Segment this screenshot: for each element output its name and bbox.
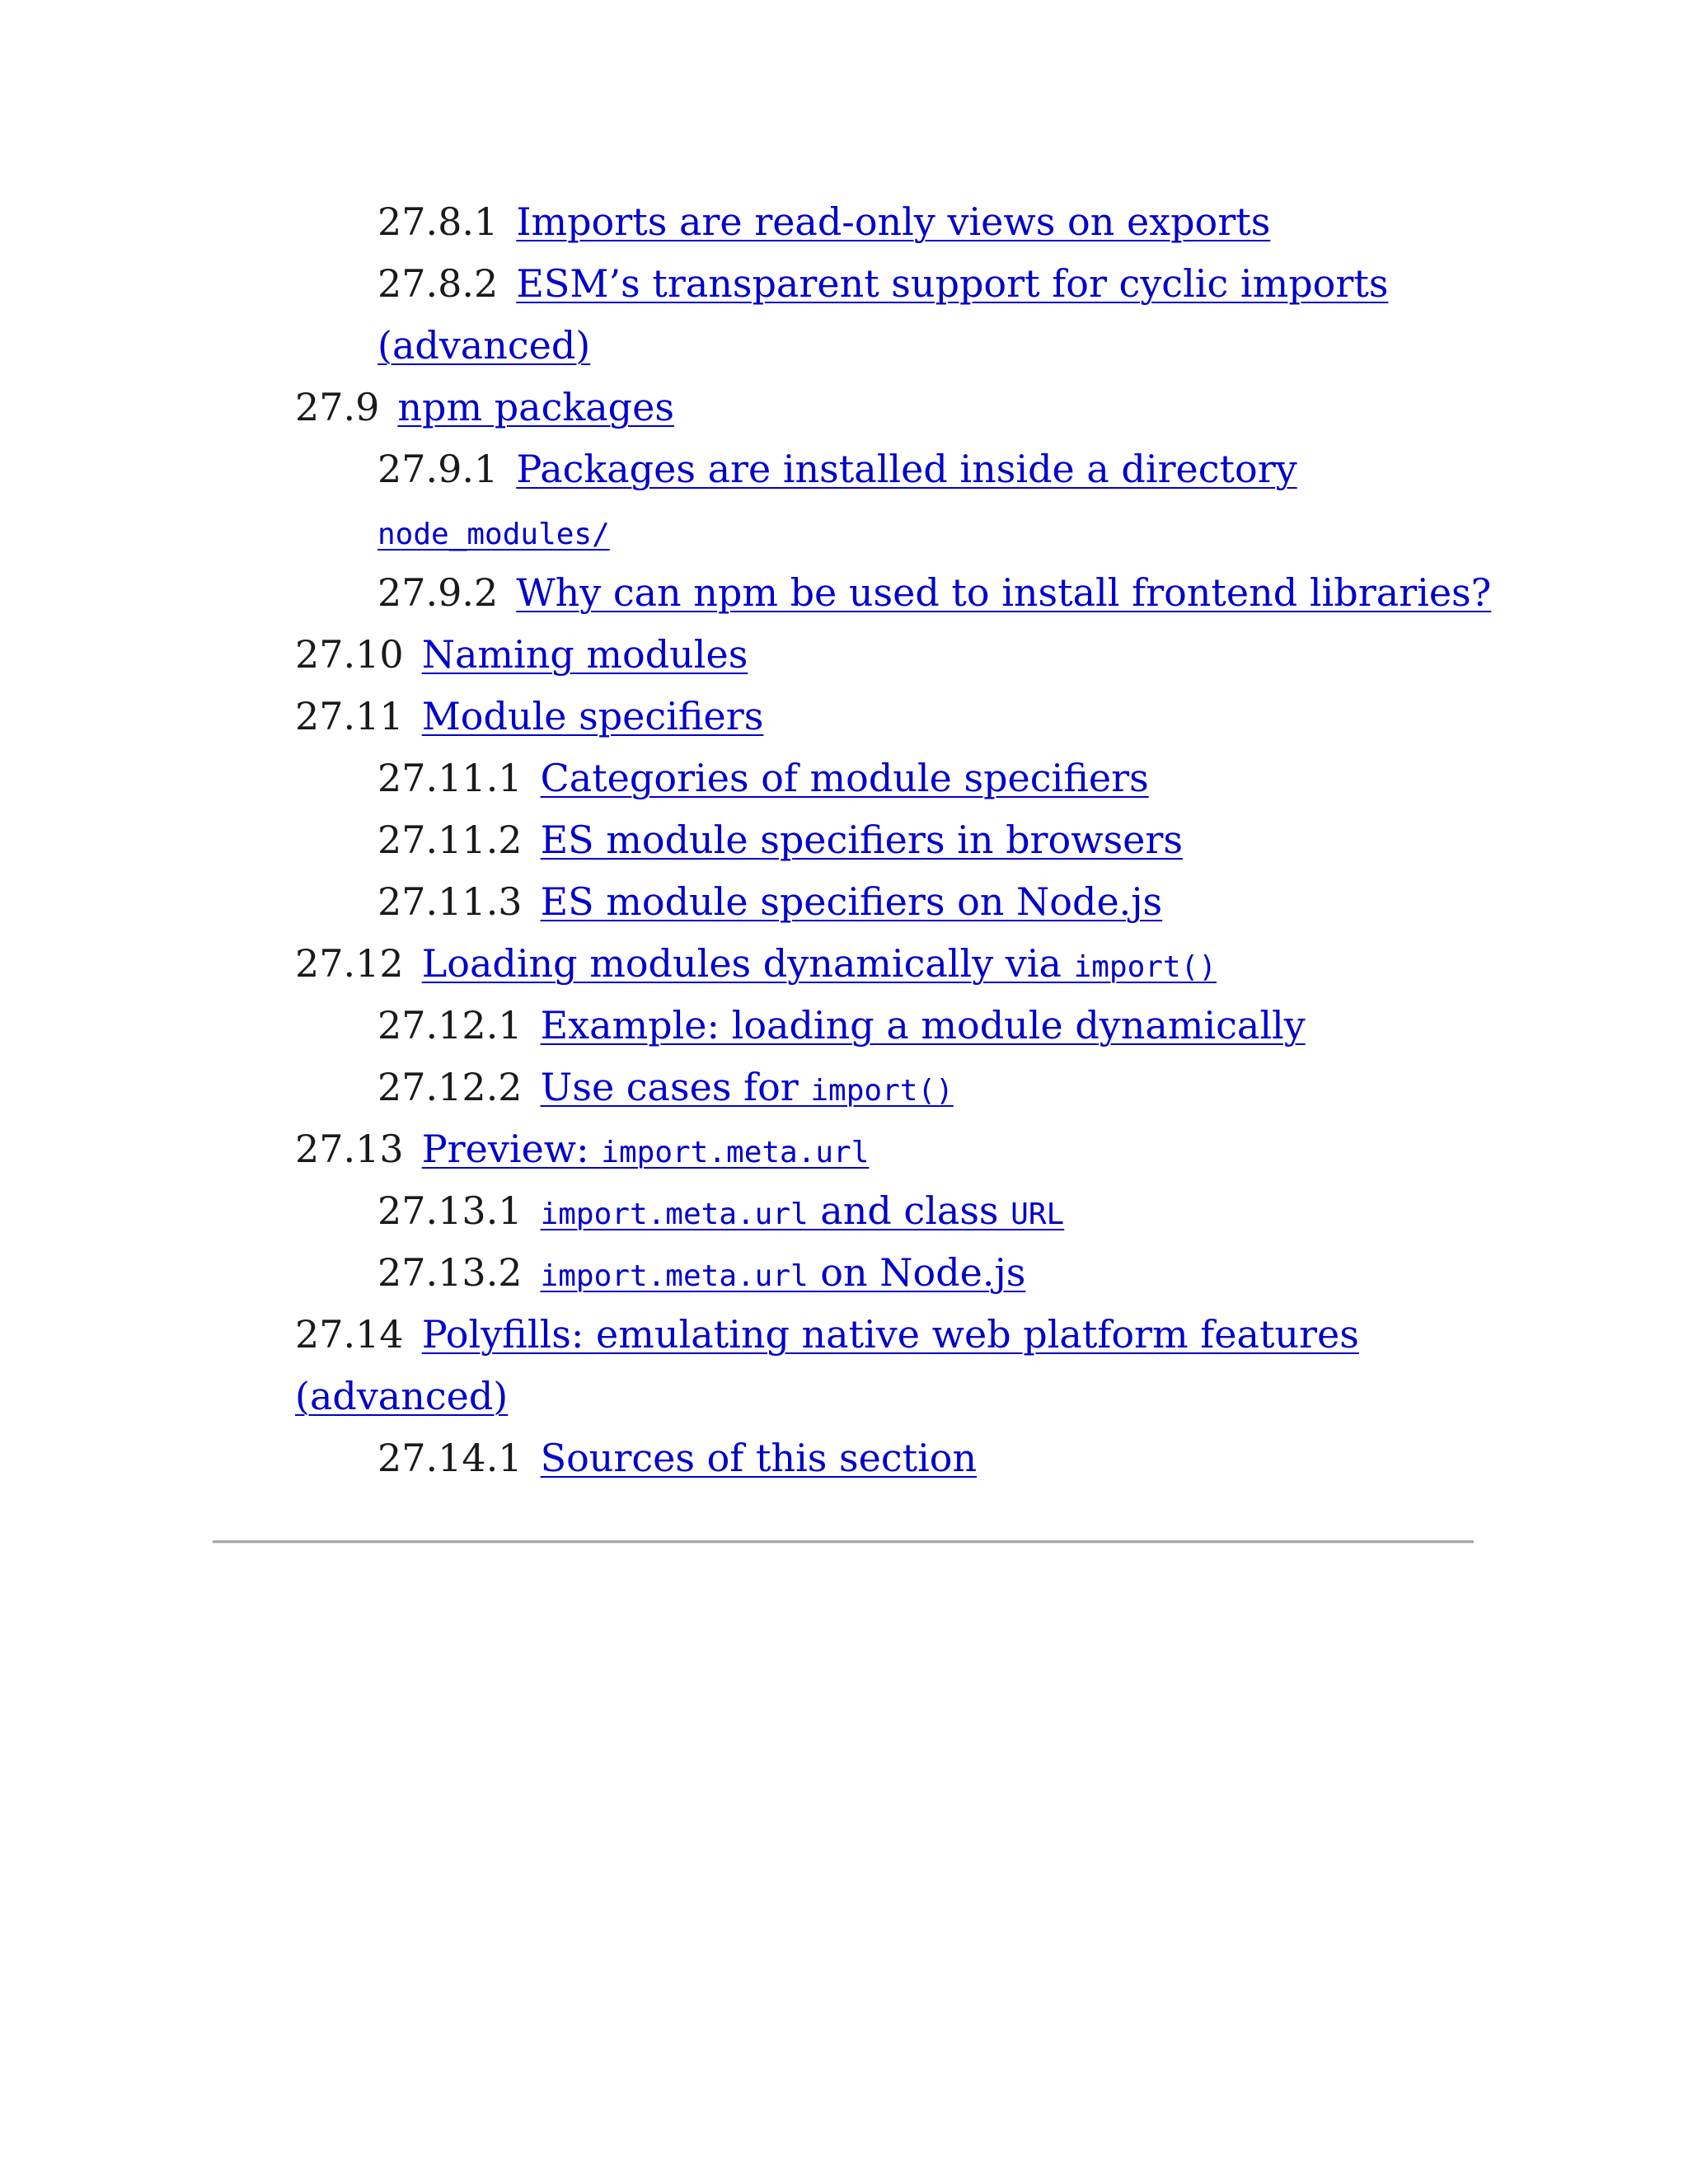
toc-link-node-modules[interactable]: node_modules/ [377,518,610,551]
toc-link-categories-specifiers[interactable]: Categories of module specifiers [540,756,1149,800]
toc-entry-27-14-1 [377,1427,977,1489]
toc-number: 27.8.1 [377,199,499,244]
link-code: import() [1073,950,1217,984]
toc-number: 27.12.1 [377,1003,523,1047]
toc-number: 27.9 [295,385,380,429]
toc-entry-27-8-1 [377,191,1270,253]
toc-number: 27.10 [295,632,404,677]
toc-entry-27-13-2 [377,1242,1025,1307]
toc-number: 27.9.2 [377,570,499,615]
toc-entry-27-10 [295,624,748,686]
toc-entry-27-9-1-continuation [377,500,610,565]
toc-number: 27.13.1 [377,1188,523,1233]
toc-entry-27-13 [295,1118,869,1183]
toc-link-cyclic-imports[interactable]: ESM’s transparent support for cyclic imports [516,261,1389,306]
toc-link-polyfills[interactable]: Polyfills: emulating native web platform features [421,1312,1359,1357]
toc-entry-27-11-2 [377,809,1183,871]
link-code: import() [810,1074,954,1108]
link-code: import.meta.url [540,1197,809,1231]
link-text: Use cases for [540,1065,811,1109]
toc-entry-27-9-1 [377,438,1297,500]
link-code-url: URL [1010,1197,1065,1231]
toc-link-polyfills-cont[interactable]: (advanced) [295,1374,509,1418]
toc-link-loading-dynamically[interactable] [422,941,1217,986]
toc-entry-27-8-2-continuation [377,315,590,377]
toc-link-packages-installed[interactable]: Packages are installed inside a directory [516,447,1297,491]
toc-number: 27.11 [295,694,404,738]
link-text: Preview: [421,1127,602,1171]
toc-entry-27-14-continuation [295,1366,508,1427]
horizontal-rule [213,1540,1474,1544]
toc-entry-27-12 [295,933,1217,998]
toc-number: 27.11.1 [377,756,523,800]
toc-number: 27.12 [295,941,404,986]
toc-link-specifiers-browsers[interactable]: ES module specifiers in browsers [540,818,1183,862]
toc-link-cyclic-imports-cont[interactable]: (advanced) [377,323,591,368]
toc-entry-27-9-2 [377,562,1491,624]
toc-number: 27.8.2 [377,261,499,306]
toc-link-example-loading[interactable]: Example: loading a module dynamically [540,1003,1306,1047]
toc-link-module-specifiers[interactable]: Module specifiers [421,694,764,738]
toc-number: 27.11.2 [377,818,523,862]
toc-entry-27-11-1 [377,748,1149,809]
toc-link-import-meta-url-node[interactable] [541,1250,1026,1295]
toc-link-frontend-libraries[interactable]: Why can npm be used to install frontend libraries? [516,570,1492,615]
toc-link-preview-import-meta[interactable] [422,1127,870,1171]
toc-entry-27-9 [295,377,674,438]
toc-link-naming-modules[interactable]: Naming modules [421,632,748,677]
link-code: import.meta.url [540,1259,809,1293]
toc-entry-27-8-2 [377,253,1388,315]
toc-number: 27.14 [295,1312,404,1357]
link-text: on Node.js [808,1250,1026,1295]
link-text: and class [808,1188,1011,1233]
toc-link-sources-section[interactable]: Sources of this section [540,1436,978,1480]
toc-entry-27-11 [295,686,763,748]
link-text: Loading modules dynamically via [421,941,1074,986]
toc-number: 27.13 [295,1127,404,1171]
toc-link-import-meta-url-class[interactable] [541,1188,1065,1233]
toc-entry-27-12-2 [377,1057,954,1122]
toc-link-imports-read-only[interactable]: Imports are read-only views on exports [516,199,1271,244]
toc-link-specifiers-node[interactable]: ES module specifiers on Node.js [540,879,1163,924]
toc-number: 27.11.3 [377,879,523,924]
toc-entry-27-13-1 [377,1180,1064,1245]
link-code: import.meta.url [601,1136,870,1169]
toc-number: 27.9.1 [377,447,499,491]
toc-link-use-cases-import[interactable] [541,1065,954,1109]
toc-entry-27-14 [295,1304,1359,1366]
toc-number: 27.12.2 [377,1065,523,1109]
toc-number: 27.13.2 [377,1250,523,1295]
toc-entry-27-11-3 [377,871,1162,933]
toc-number: 27.14.1 [377,1436,523,1480]
toc-entry-27-12-1 [377,995,1306,1057]
toc-link-npm-packages[interactable]: npm packages [397,385,674,429]
